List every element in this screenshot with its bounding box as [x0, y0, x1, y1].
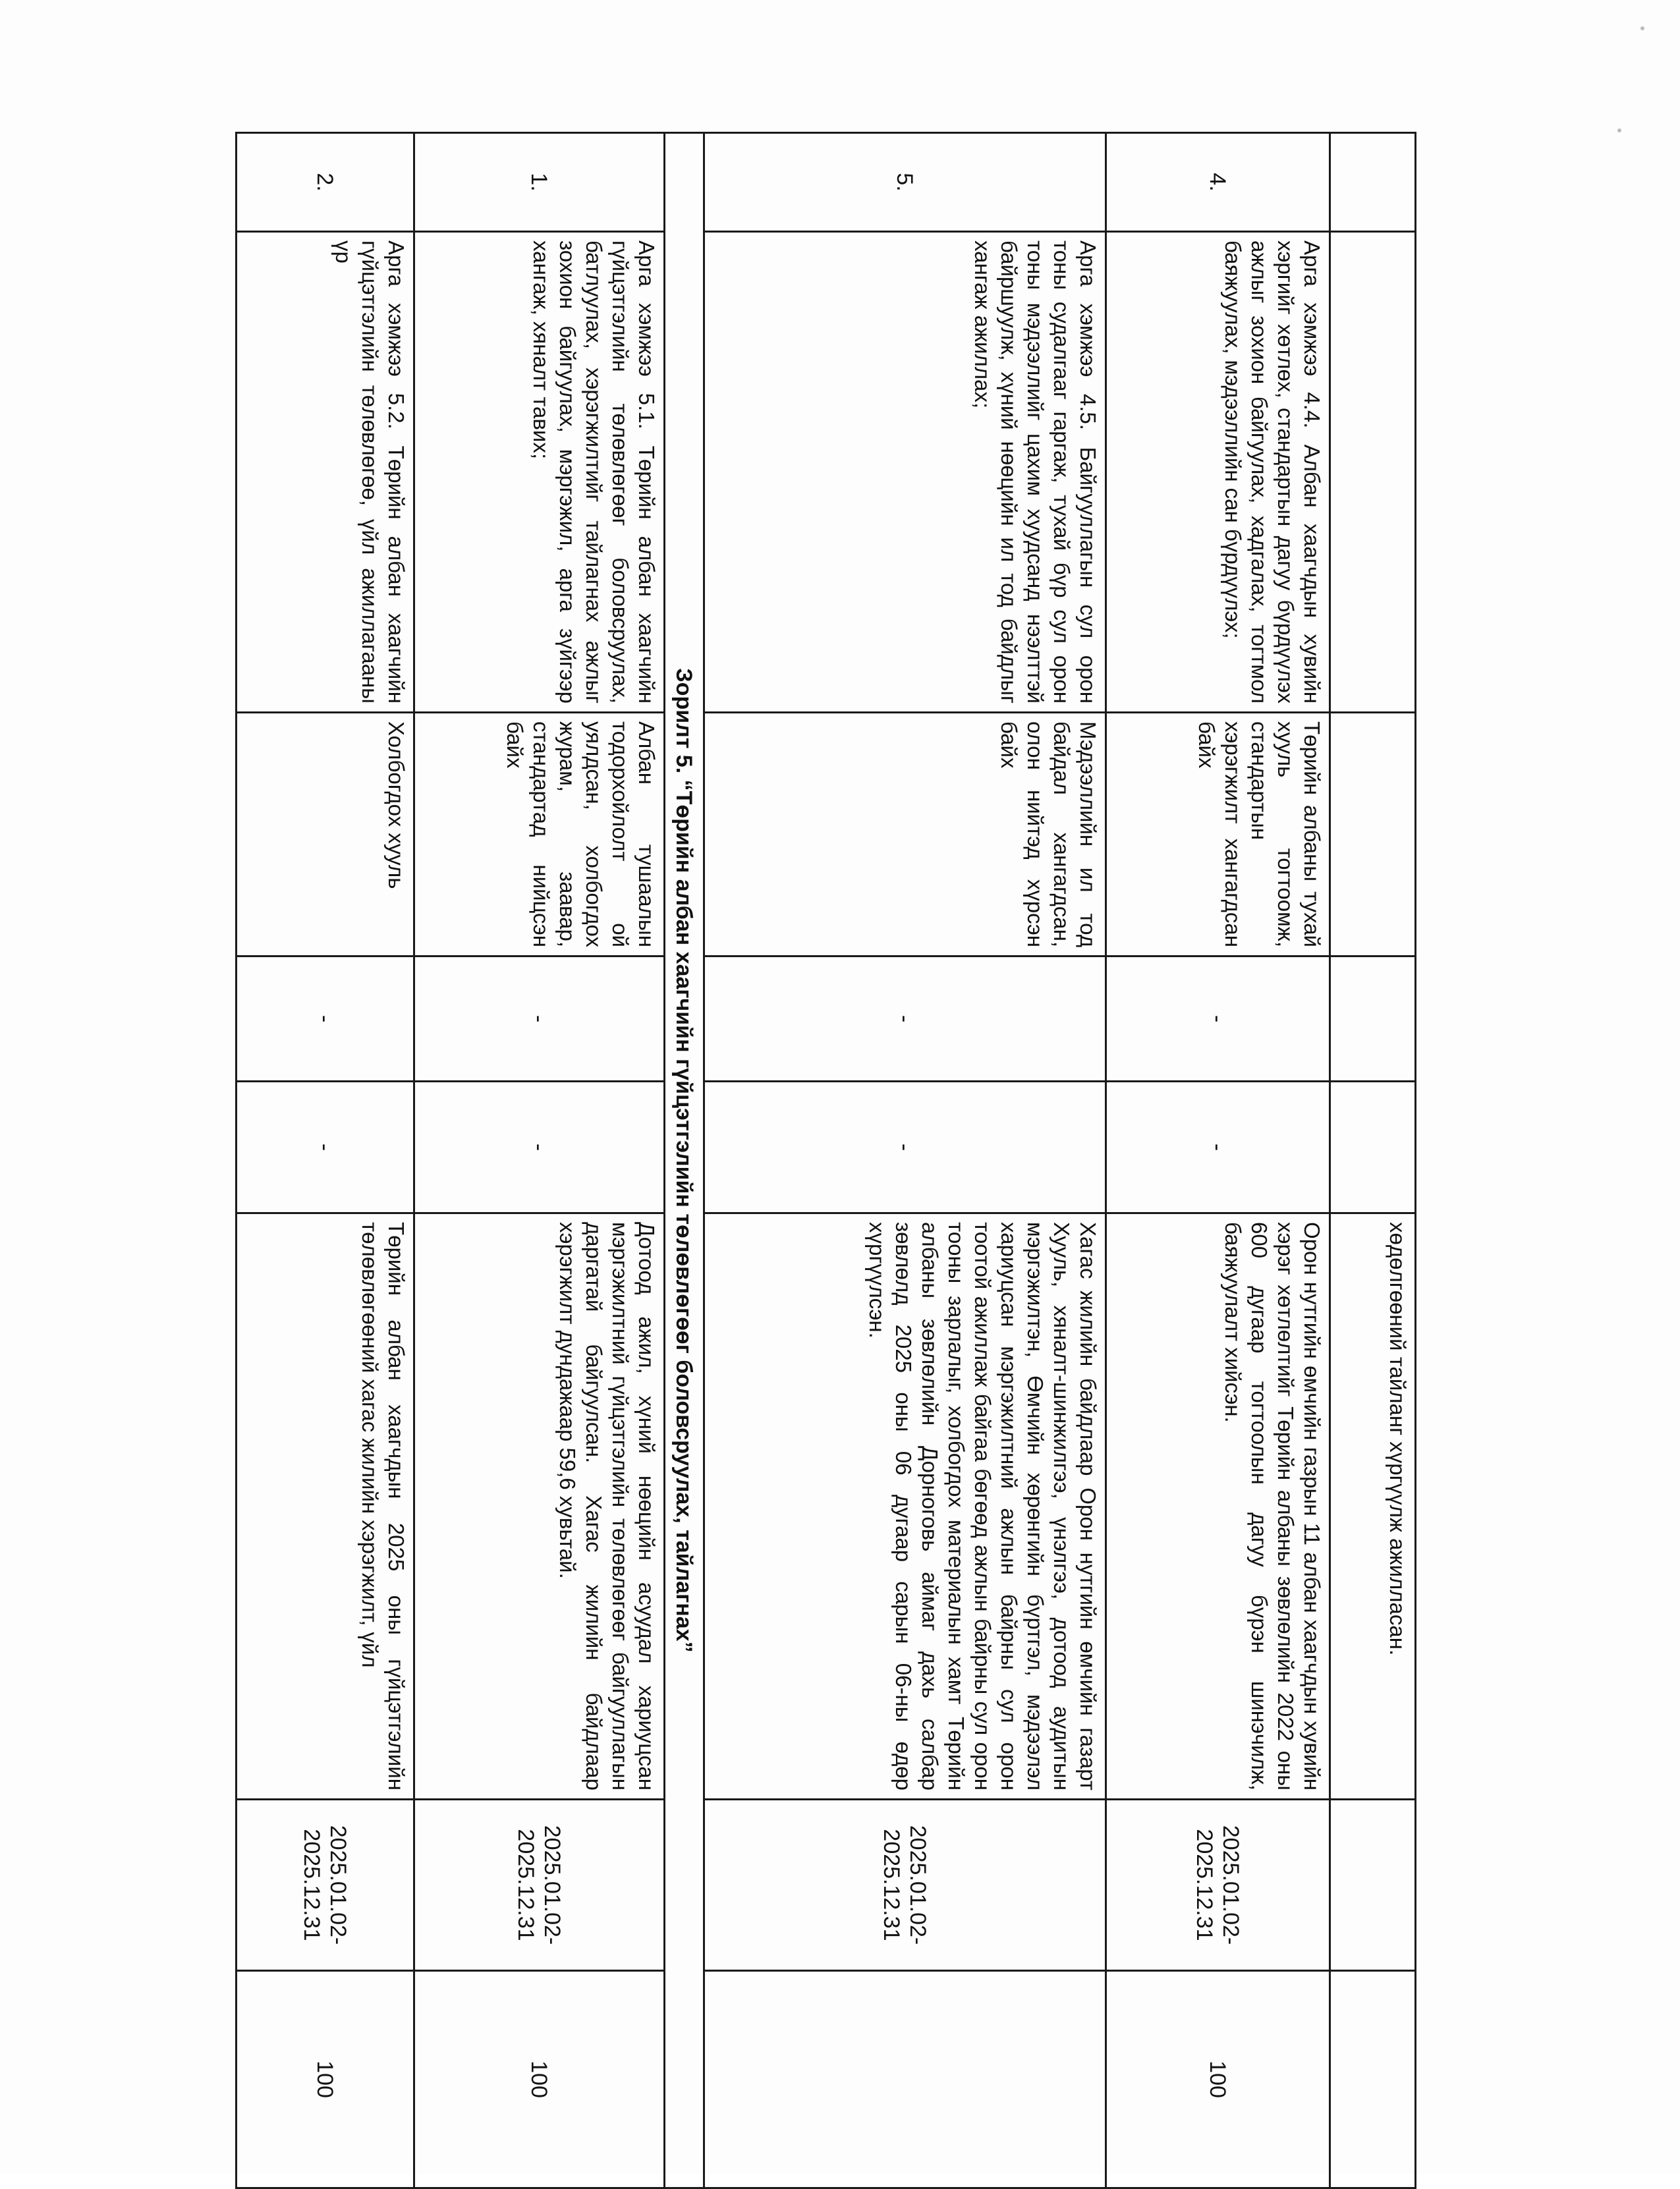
- goal-title: Зорилт 5. “Төрийн албан хаагчийн гүйцэтгэлийн төлөвлөгөөг боловсруулах, тайлагнах”: [665, 133, 704, 2188]
- report-cell: хөдөлгөөний тайланг хүргүүлж ажилласан.: [1330, 1213, 1416, 1800]
- percent-cell: 100: [414, 1971, 665, 2188]
- percent-cell: 100: [237, 1971, 414, 2188]
- source-cell: -: [1106, 1082, 1330, 1213]
- measure-cell: Арга хэмжээ 5.1. Төрийн албан хаагчийн гүйцэтгэлийн төлөвлөгөөг боловсруулах, батлуулах, хэрэгжилтийг тайлагнах ажлыг зохион байгуулах, мэргэжил, арга зүйгээр хангаж, хяналт тавих;: [414, 232, 665, 713]
- date-cell: 2025.01.02-2025.12.31: [414, 1800, 665, 1971]
- source-cell: -: [704, 1082, 1106, 1213]
- result-cell: Холбогдох хууль: [237, 713, 414, 956]
- measure-cell: Арга хэмжээ 4.5. Байгууллагын сул орон тоны судалгааг гаргаж, тухай бүр сул орон тоны мэдээллийг цахим хуудсанд нээлттэй байршуулж, хүний нөөцийн ил тод байдлыг хангаж ажиллах;: [704, 232, 1106, 713]
- budget-cell: -: [414, 956, 665, 1082]
- percent-cell: [704, 1971, 1106, 2188]
- measure-cell: Арга хэмжээ 4.4. Албан хаагчдын хувийн хэргийг хөтлөх, стандартын дагуу бүрдүүлэх ажлыг зохион байгуулах, хадгалах, тогтмол баяжуулах, мэдээллийн сан бүрдүүлэх;: [1106, 232, 1330, 713]
- report-cell: Төрийн албан хаагчдын 2025 оны гүйцэтгэлийн төлөвлөгөөний хагас жилийн хэрэгжилт, үйл: [237, 1213, 414, 1800]
- source-cell: -: [237, 1082, 414, 1213]
- result-cell: Төрийн албаны тухай хууль тогтоомж, стандартын хэрэгжилт хангагдсан байх: [1106, 713, 1330, 956]
- percent-cell: 100: [1106, 1971, 1330, 2188]
- report-cell: Орон нутгийн өмчийн газрын 11 албан хаагчдын хувийн хэрэг хөтлөлтийг Төрийн албаны зөвлөлийн 2022 оны 600 дугаар тогтоолын дагуу бүрэн шинэчилж, баяжуулалт хийсэн.: [1106, 1213, 1330, 1800]
- action-plan-table: [235, 132, 1416, 2189]
- row-number: 5.: [704, 133, 1106, 232]
- report-cell: Хагас жилийн байдлаар Орон нутгийн өмчийн газарт Хууль, хяналт-шинжилгээ, үнэлгээ, дотоод аудитын мэргэжилтэн, Өмчийн хөрөнгийн бүртгэл, мэдээлэл хариуцсан мэргэжилтний ажлын байрны сул орон тоотой ажиллаж байгаа бөгөөд ажлын байрны сул орон тооны зарлалыг, холбогдох материалын хамт Төрийн албаны зөвлөлийн Дорноговь аймаг дахь салбар зөвлөлд 2025 оны 06 дугаар сарын 06-ны өдөр хүргүүлсэн.: [704, 1213, 1106, 1800]
- scan-speck: [1617, 128, 1621, 132]
- row-number: 1.: [414, 133, 665, 232]
- row-number: 2.: [237, 133, 414, 232]
- table-row: [237, 133, 414, 2188]
- table-row: [414, 133, 665, 2188]
- scan-speck: [1640, 26, 1644, 30]
- table-row: [704, 133, 1106, 2188]
- table-row: [1106, 133, 1330, 2188]
- budget-cell: -: [704, 956, 1106, 1082]
- date-cell: 2025.01.02-2025.12.31: [237, 1800, 414, 1971]
- date-cell: 2025.01.02-2025.12.31: [1106, 1800, 1330, 1971]
- report-cell: Дотоод ажил, хүний нөөцийн асуудал хариуцсан мэргэжилтний гүйцэтгэлийн төлөвлөгөөг байгууллагын даргатай байгуулсан. Хагас жилийн байдлаар хэрэгжилт дундажаар 59,6 хувьтай.: [414, 1213, 665, 1800]
- budget-cell: -: [1106, 956, 1330, 1082]
- budget-cell: -: [237, 956, 414, 1082]
- date-cell: 2025.01.02-2025.12.31: [704, 1800, 1106, 1971]
- result-cell: Мэдээллийн ил тод байдал хангагдсан, олон нийтэд хүрсэн байх: [704, 713, 1106, 956]
- rotated-table-container: [237, 132, 1416, 2187]
- row-number: 4.: [1106, 133, 1330, 232]
- measure-cell: Арга хэмжээ 5.2. Төрийн албан хаагчийн гүйцэтгэлийн төлөвлөгөө, үйл ажиллагааны үр: [237, 232, 414, 713]
- source-cell: -: [414, 1082, 665, 1213]
- table-row: [1330, 133, 1416, 2188]
- result-cell: Албан тушаалын тодорхойлолт ой уялдсан, холбогдох журам, заавар, стандартад нийцсэн байх: [414, 713, 665, 956]
- goal-header-row: [665, 133, 704, 2188]
